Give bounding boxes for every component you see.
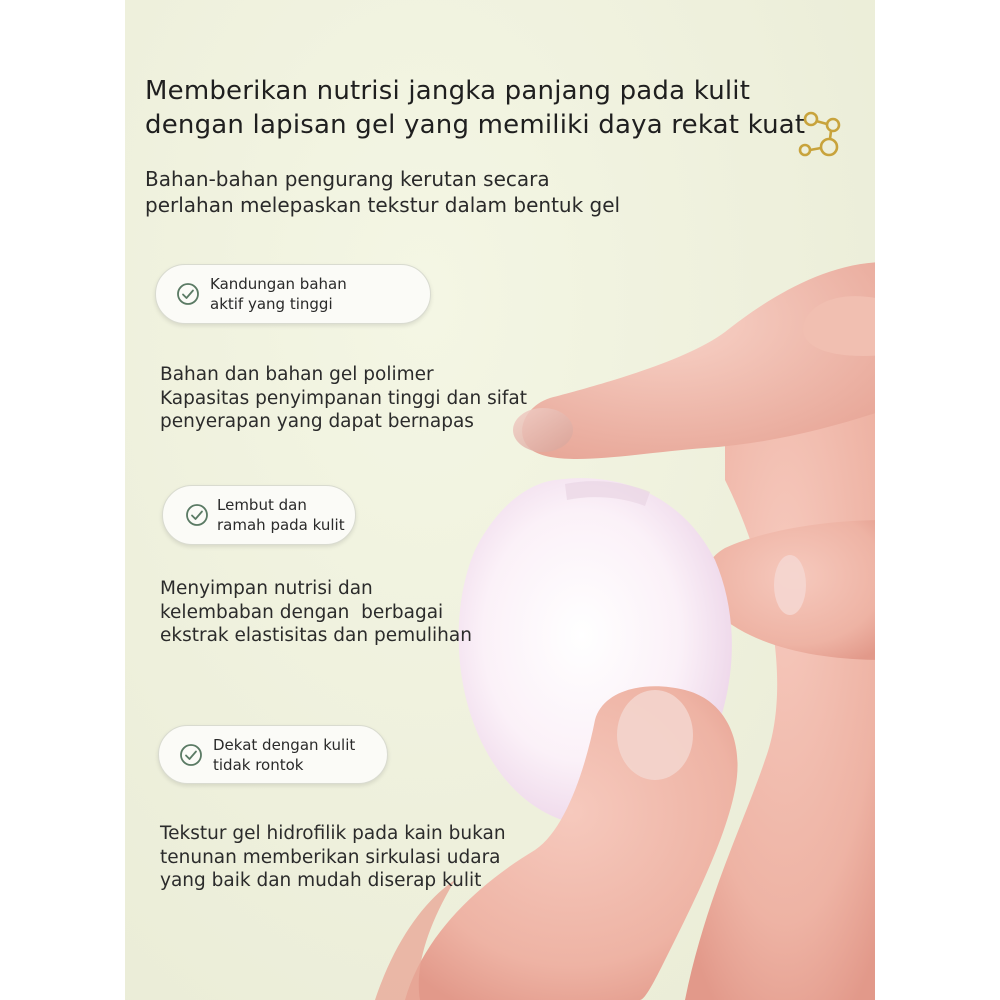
subheadline-line-1: Bahan-bahan pengurang kerutan secara bbox=[145, 167, 550, 191]
description-line: Menyimpan nutrisi dan bbox=[160, 578, 373, 599]
description-line: Bahan dan bahan gel polimer bbox=[160, 364, 434, 385]
feature-badge-label bbox=[213, 735, 355, 775]
description-line: Tekstur gel hidrofilik pada kain bukan bbox=[160, 823, 506, 844]
description-line: tenunan memberikan sirkulasi udara bbox=[160, 846, 501, 868]
feature-badge-label bbox=[210, 274, 347, 314]
description-line: ekstrak elastisitas dan pemulihan bbox=[160, 625, 472, 646]
feature-badge-1 bbox=[155, 264, 431, 324]
feature-badge-line: Dekat dengan kulit bbox=[213, 735, 356, 754]
description-line: Kapasitas penyimpanan tinggi dan sifat bbox=[160, 387, 528, 409]
description-line: yang baik dan mudah diserap kulit bbox=[160, 870, 482, 891]
feature-badge-3 bbox=[158, 725, 388, 784]
feature-badge-line: ramah pada kulit bbox=[217, 516, 345, 534]
feature-description-2 bbox=[160, 577, 472, 648]
feature-description-1 bbox=[160, 363, 527, 434]
feature-badge-line: aktif yang tinggi bbox=[210, 295, 333, 313]
subheadline bbox=[145, 166, 745, 218]
product-info-panel bbox=[125, 0, 875, 1000]
molecule-icon bbox=[793, 110, 849, 166]
feature-badge-line: Kandungan bahan bbox=[210, 275, 347, 293]
headline bbox=[145, 74, 845, 142]
headline-line-2: dengan lapisan gel yang memiliki daya rekat kuat bbox=[145, 110, 806, 140]
check-circle-icon bbox=[185, 503, 209, 527]
subheadline-line-2: perlahan melepaskan tekstur dalam bentuk gel bbox=[145, 193, 621, 217]
fingernail-middle bbox=[774, 555, 806, 615]
headline-line-1: Memberikan nutrisi jangka panjang pada kulit bbox=[145, 76, 751, 106]
fingernail-thumb bbox=[617, 690, 693, 780]
feature-badge-line: tidak rontok bbox=[213, 755, 304, 774]
check-circle-icon bbox=[179, 743, 203, 767]
feature-badge-line: Lembut dan bbox=[217, 496, 307, 514]
feature-badge-2 bbox=[162, 485, 356, 545]
feature-description-3 bbox=[160, 822, 506, 893]
description-line: penyerapan yang dapat bernapas bbox=[160, 411, 474, 432]
feature-badge-label bbox=[217, 495, 345, 535]
description-line: kelembaban dengan berbagai bbox=[160, 601, 444, 623]
check-circle-icon bbox=[176, 282, 200, 306]
